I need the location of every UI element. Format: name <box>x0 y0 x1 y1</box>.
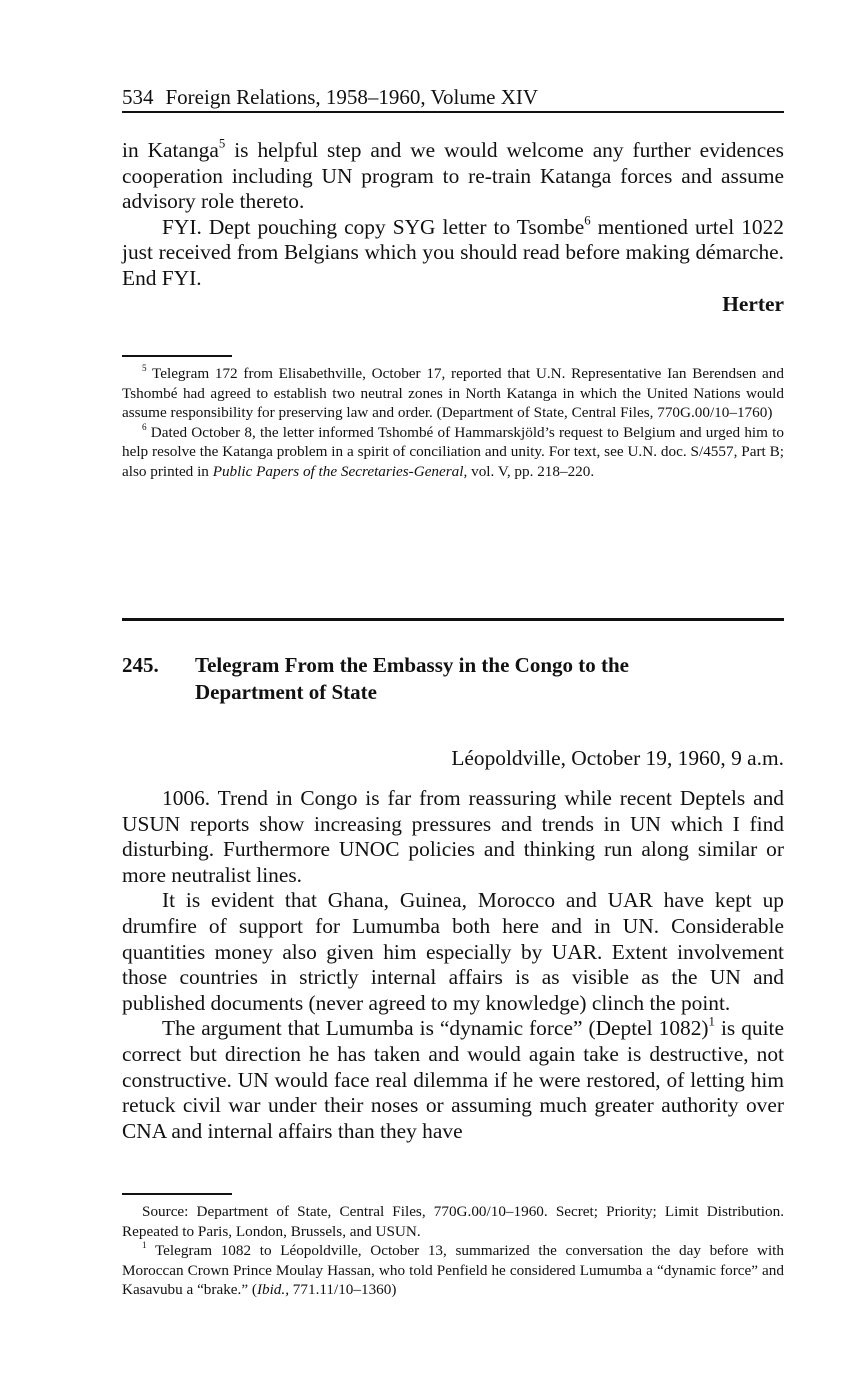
running-title: Foreign Relations, 1958–1960, Volume XIV <box>165 85 539 109</box>
source-note: Source: Department of State, Central Files, 770G.00/10–1960. Secret; Priority; Limit Distribution. Repeated to Paris, London, Brussels, and USUN. <box>122 1203 784 1240</box>
running-header <box>122 84 784 113</box>
footnotes <box>122 1202 784 1300</box>
document-title: Telegram From the Embassy in the Congo to the Department of State <box>195 653 629 704</box>
paragraph: FYI. Dept pouching copy SYG letter to Tsombe$^6$ mentioned urtel 1022 just received from Belgians which you should read before making démarche. End FYI. <box>122 213 784 290</box>
dateline: Léopoldville, October 19, 1960, 9 a.m. <box>451 746 784 770</box>
footnote: $^6$ Dated October 8, the letter informed Tshombé of Hammarskjöld’s request to Belgium and urged him to help resolve the Katanga problem in a spirit of conciliation and unity. For text, see U.N. doc. S/4557, Part B; also printed in Public Papers of the Secretaries-General, vol. V, pp. 218–220. <box>122 421 784 480</box>
section-divider <box>122 618 784 621</box>
paragraph: in Katanga$^5$ is helpful step and we would welcome any further evidences cooperation including UN program to re-train Katanga forces and assume advisory role thereto. <box>122 136 785 214</box>
paragraph: The argument that Lumumba is “dynamic force” (Deptel 1082)$^1$ is quite correct but direction he has taken and would again take is destructive, not constructive. UN would face real dilemma if he were restored, of letting him retuck civil war under their noses or assuming much greater authority over CNA and internal affairs than they have <box>122 1014 784 1143</box>
footnote: $^5$ Telegram 172 from Elisabethville, October 17, reported that U.N. Representative Ian Berendsen and Tshombé had agreed to establish two neutral zones in North Katanga in which the United Nations would assume responsibility for preserving law and order. (Department of State, Central Files, 770G.00/10–1760) <box>122 363 784 421</box>
document-number: 245. <box>122 653 159 677</box>
footnote-ref: 1 <box>708 1014 715 1029</box>
footnote-divider <box>122 355 232 357</box>
continued-text <box>122 138 784 317</box>
paragraph: It is evident that Ghana, Guinea, Morocco and UAR have kept up drumfire of support for Lumumba both here and in UN. Considerable quantities money also given him especially by UAR. Extent involvement those countries in strictly internal affairs is as visible as the UN and published documents (never agreed to my knowledge) clinch the point. <box>122 888 784 1015</box>
footnote: $^1$ Telegram 1082 to Léopoldville, October 13, summarized the conversation the day before with Moroccan Crown Prince Moulay Hassan, who told Penfield he considered Lumumba a “dynamic force” and Kasavubu a “brake.” (Ibid., 771.11/10–1360) <box>122 1240 784 1298</box>
page-number: 534 <box>122 85 154 109</box>
footnotes <box>122 364 784 481</box>
footnote-ref: 5 <box>218 136 226 151</box>
footnote-ref: 6 <box>584 213 591 228</box>
document-body <box>122 786 784 1144</box>
paragraph: 1006. Trend in Congo is far from reassuring while recent Deptels and USUN reports show increasing pressures and trends in UN which I find disturbing. Furthermore UNOC policies and thinking run along similar or more neutralist lines. <box>122 786 784 887</box>
footnote-divider <box>122 1193 232 1195</box>
signature: Herter <box>722 291 784 316</box>
